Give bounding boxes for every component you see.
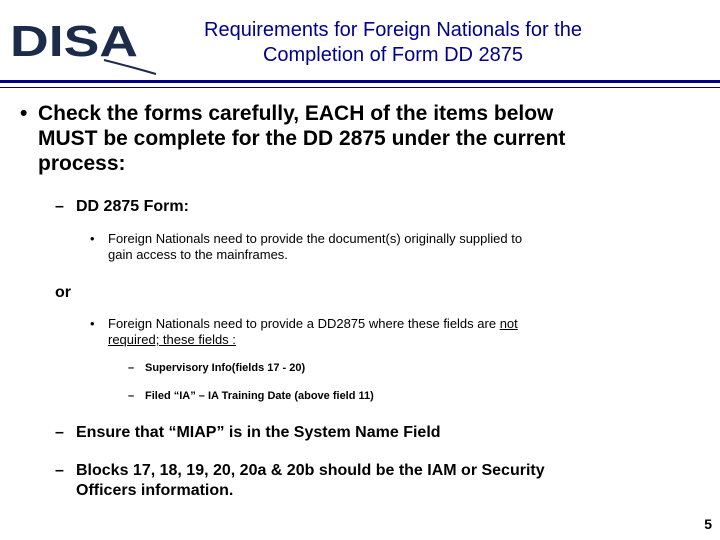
filed-ia-text: Filed “IA” – IA Training Date (above field 11) [145, 390, 374, 402]
main-bullet-line-3: process: [38, 152, 126, 175]
main-bullet-line-2: MUST be complete for the DD 2875 under the current [38, 127, 566, 150]
fn-document-text [108, 231, 708, 263]
not-emphasis: not [499, 316, 518, 331]
title-line-1: Requirements for Foreign Nationals for the [204, 19, 582, 41]
bullet-icon: • [20, 102, 28, 125]
blocks-line-1: Blocks 17, 18, 19, 20, 20a & 20b should be the IAM or Security [76, 462, 545, 479]
page-number: 5 [704, 516, 712, 532]
or-text: or [55, 284, 71, 301]
dash-icon: – [55, 198, 64, 215]
fn-dd2875-line-2: required; these fields : [108, 332, 236, 347]
dash-icon: – [128, 362, 135, 374]
supervisory-info-text: Supervisory Info(fields 17 - 20) [145, 362, 306, 374]
fn-document-line-2: gain access to the mainframes. [108, 247, 288, 262]
dd-form-label: DD 2875 Form: [76, 198, 189, 215]
title-line-2: Completion of Form DD 2875 [262, 44, 524, 66]
dash-icon: – [55, 462, 64, 479]
main-bullet-text [38, 101, 708, 176]
bullet-icon: • [90, 316, 95, 331]
blocks-text [76, 461, 706, 501]
fn-dd2875-line-1-text: Foreign Nationals need to provide a DD2875 where these fields are [108, 316, 500, 331]
dash-icon: – [128, 390, 135, 402]
blocks-line-2: Officers information. [76, 482, 234, 499]
disa-logo [8, 12, 158, 76]
title-divider [0, 80, 720, 90]
dash-icon: – [55, 424, 64, 441]
disa-logo-text: DISA [10, 17, 138, 66]
miap-text: Ensure that “MIAP” is in the System Name Field [76, 424, 441, 441]
fn-dd2875-line-1 [108, 316, 708, 332]
fn-document-line-1: Foreign Nationals need to provide the document(s) originally supplied to [108, 231, 523, 246]
fn-dd2875-text [108, 316, 708, 348]
main-bullet-line-1: Check the forms carefully, EACH of the items below [38, 102, 554, 125]
slide-title [148, 18, 638, 68]
bullet-icon: • [90, 231, 95, 246]
